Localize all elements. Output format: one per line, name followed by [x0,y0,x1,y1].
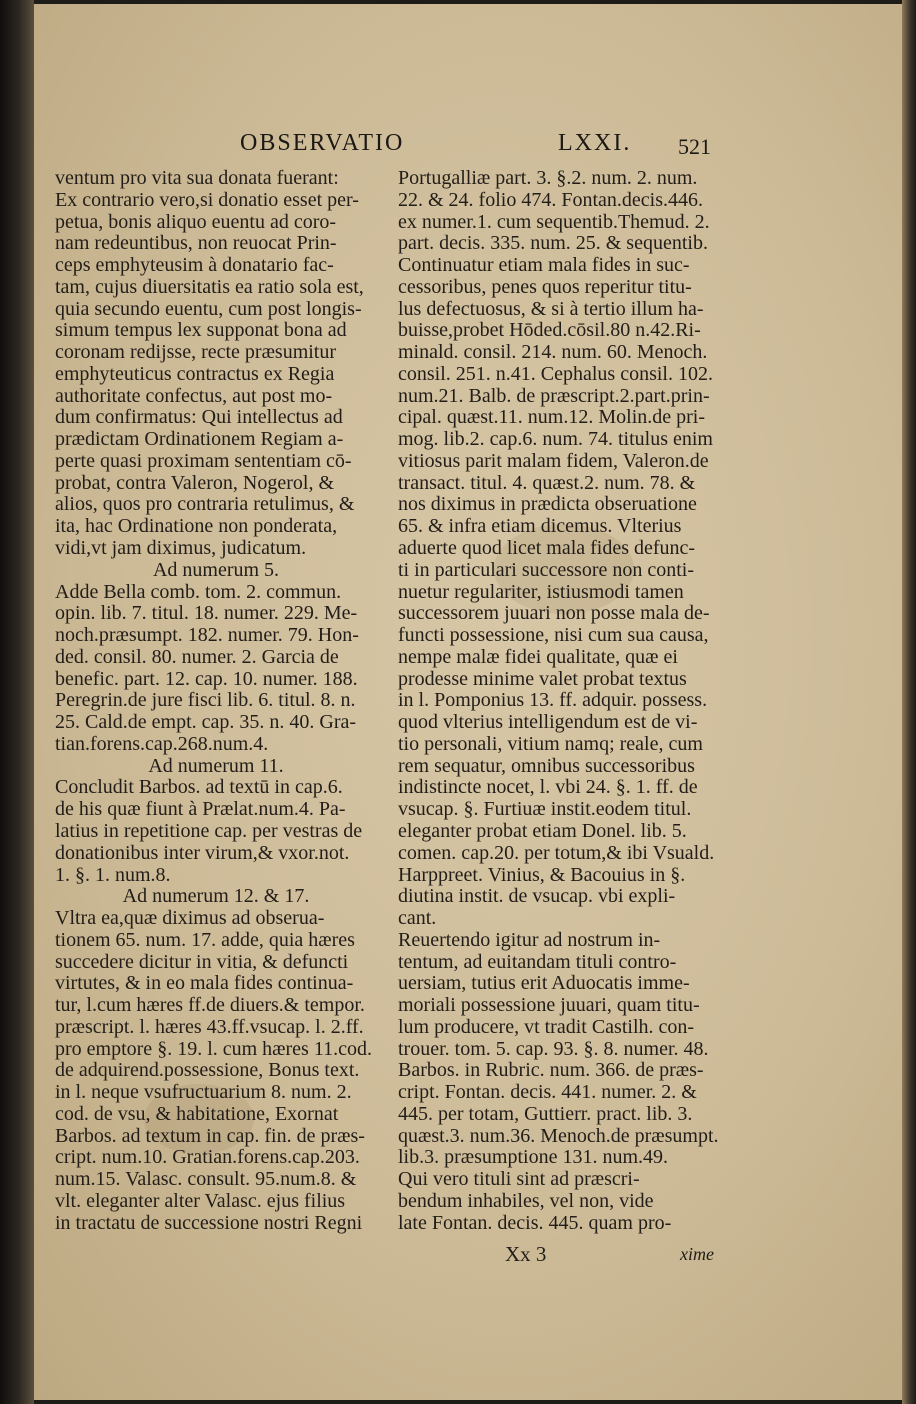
text-line: transact. titul. 4. quæst.2. num. 78. & [398,472,696,494]
text-line: opin. lib. 7. titul. 18. numer. 229. Me- [55,603,358,625]
text-line: lum producere, vt tradit Castilh. con- [398,1016,695,1038]
book-gutter [0,0,34,1404]
text-line: latius in repetitione cap. per vestras de [55,820,363,842]
text-line: cessoribus, penes quos reperitur titu- [398,276,692,298]
text-line: de adquirend.possessione, Bonus text. [55,1060,360,1082]
text-line: virtutes, & in eo mala fides continua- [55,973,354,995]
text-line: diutina instit. de vsucap. vbi expli- [398,886,676,908]
text-line: dum confirmatus: Qui intellectus ad [55,407,343,429]
text-line: Concludit Barbos. ad textū in cap.6. [55,777,343,799]
text-line: ex numer.1. cum sequentib.Themud. 2. [398,211,710,233]
text-line: minald. consil. 214. num. 60. Menoch. [398,342,708,364]
text-line: Ad numerum 5. [152,559,280,581]
text-line: petua, bonis aliquo euentu ad coro- [55,211,337,233]
text-line: benefic. part. 12. cap. 10. numer. 188. [55,668,358,690]
text-line: de his quæ fiunt à Prælat.num.4. Pa- [55,799,346,821]
text-line: quia secundo euentu, cum post longis- [55,298,362,320]
text-line: 22. & 24. folio 474. Fontan.decis.446. [398,189,703,211]
text-line: rem sequatur, omnibus successoribus [398,755,695,777]
text-line: in tractatu de successione nostri Regni [55,1212,363,1234]
text-line: Reuertendo igitur ad nostrum in- [398,929,661,951]
text-line: ded. consil. 80. numer. 2. Garcia de [55,646,339,668]
text-line: simum tempus lex supponat bona ad [55,320,347,342]
text-line: Peregrin.de jure fisci lib. 6. titul. 8. n. [55,690,356,712]
text-line: lib.3. præsumptione 131. num.49. [398,1147,668,1169]
text-line: Continuatur etiam mala fides in suc- [398,255,690,277]
text-line: ita, hac Ordinatione non ponderata, [55,516,338,538]
text-line: 65. & infra etiam dicemus. Vlterius [398,516,682,538]
text-line: donationibus inter virum,& vxor.not. [55,842,350,864]
text-line: tur, l.cum hæres ff.de diuers.& tempor. [55,995,365,1017]
text-line: successorem juuari non posse mala de- [398,603,710,625]
text-line: cript. Fontan. decis. 441. numer. 2. & [398,1082,697,1104]
text-line: in l. Pomponius 13. ff. adquir. possess. [398,690,708,712]
observation-number: LXXI. [558,130,632,156]
text-line: moriali possessione juuari, quam titu- [398,995,700,1017]
text-line: probat, contra Valeron, Nogerol, & [55,472,334,494]
text-line: Portugalliæ part. 3. §.2. num. 2. num. [398,168,698,189]
text-line: trouer. tom. 5. cap. 93. §. 8. numer. 48. [398,1038,709,1060]
signature-mark: Xx 3 [505,1242,547,1266]
text-line: succedere dicitur in vitia, & defuncti [55,951,349,973]
text-line: Adde Bella comb. tom. 2. commun. [55,581,342,603]
page-edge [902,0,916,1404]
text-line: tian.forens.cap.268.num.4. [55,733,269,755]
text-line: Qui vero tituli sint ad præscri- [398,1169,640,1191]
text-line: nam redeuntibus, non reuocat Prin- [55,233,337,255]
text-line: perte quasi proximam sententiam cō- [55,450,352,472]
left-column [55,168,377,1235]
text-line: tio personali, vitium namq; reale, cum [398,733,703,755]
text-line: in l. neque vsufructuarium 8. num. 2. [55,1082,352,1104]
text-line: ventum pro vita sua donata fuerant: [55,168,339,189]
text-line: emphyteuticus contractus ex Regia [55,363,335,385]
text-line: eleganter probat etiam Donel. lib. 5. [398,820,687,842]
text-line: tentum, ad euitandam tituli contro- [398,951,677,973]
text-line: part. decis. 335. num. 25. & sequentib. [398,233,708,255]
text-line: vidi,vt jam diximus, judicatum. [55,538,307,560]
text-line: Barbos. ad textum in cap. fin. de præs- [55,1125,365,1147]
text-line: vlt. eleganter alter Valasc. ejus filius [55,1190,346,1212]
text-line: 445. per totam, Guttierr. pract. lib. 3. [398,1103,693,1125]
text-line: alios, quos pro contraria retulimus, & [55,494,355,516]
text-line: Harppreet. Vinius, & Bacouius in §. [398,864,686,886]
text-line: pro emptore §. 19. l. cum hæres 11.cod. [55,1038,372,1060]
text-line: aduerte quod licet mala fides defunc- [398,538,696,560]
text-line: coronam redijsse, recte præsumitur [55,342,337,364]
text-line: prodesse minime valet probat textus [398,668,687,690]
text-line: late Fontan. decis. 445. quam pro- [398,1212,672,1234]
text-line: indistincte nocet, l. vbi 24. §. 1. ff. de [398,777,698,799]
text-line: comen. cap.20. per totum,& ibi Vsuald. [398,842,715,864]
text-line: lus defectuosus, & si à tertio illum ha- [398,298,704,320]
text-line: ti in particulari successore non conti- [398,559,695,581]
text-line: Vltra ea,quæ diximus ad obserua- [55,908,325,930]
text-line: prædictam Ordinationem Regiam a- [55,429,344,451]
text-line: vsucap. §. Furtiuæ instit.eodem titul. [398,799,692,821]
text-line: Ad numerum 11. [148,755,284,777]
text-line: 25. Cald.de empt. cap. 35. n. 40. Gra- [55,712,357,734]
text-line: noch.præsumpt. 182. numer. 79. Hon- [55,625,359,647]
running-header [240,130,720,164]
text-line: Barbos. in Rubric. num. 366. de præs- [398,1060,704,1082]
text-line: num.15. Valasc. consult. 95.num.8. & [55,1169,357,1191]
text-line: cod. de vsu, & habitatione, Exornat [55,1103,339,1125]
text-line: vitiosus parit malam fidem, Valeron.de [398,450,709,472]
page-number: 521 [678,134,711,159]
text-line: ceps emphyteusim à donatario fac- [55,255,334,277]
text-line: authoritate confectus, aut post mo- [55,385,333,407]
text-line: præscript. l. hæres 43.ff.vsucap. l. 2.ff. [55,1016,364,1038]
text-line: nuetur regulariter, istiusmodi tamen [398,581,684,603]
text-line: Ad numerum 12. & 17. [122,886,310,908]
text-line: consil. 251. n.41. Cephalus consil. 102. [398,363,713,385]
text-line: quod vlterius intelligendum est de vi- [398,712,698,734]
text-line: tionem 65. num. 17. adde, quia hæres [55,929,355,951]
text-line: cript. num.10. Gratian.forens.cap.203. [55,1147,360,1169]
text-line: uersiam, tutius erit Aduocatis imme- [398,973,690,995]
catchword: xime [680,1244,714,1264]
text-line: nempe malæ fidei qualitate, quæ ei [398,646,678,668]
text-line: 1. §. 1. num.8. [55,864,171,886]
text-line: functi possessione, nisi cum sua causa, [398,625,709,647]
text-line: buisse,probet Hōded.cōsil.80 n.42.Ri- [398,320,701,342]
text-line: tam, cujus diuersitatis ea ratio sola est, [55,276,364,298]
text-line: nos diximus in prædicta obseruatione [398,494,697,516]
text-line: bendum inhabiles, vel non, vide [398,1190,654,1212]
text-line: num.21. Balb. de præscript.2.part.prin- [398,385,710,407]
header-title: OBSERVATIO [240,130,405,156]
right-column [398,168,728,1235]
text-line: cant. [398,908,437,930]
text-line: Ex contrario vero,si donatio esset per- [55,189,359,211]
text-line: cipal. quæst.11. num.12. Molin.de pri- [398,407,706,429]
text-line: mog. lib.2. cap.6. num. 74. titulus enim [398,429,713,451]
text-line: quæst.3. num.36. Menoch.de præsumpt. [398,1125,719,1147]
